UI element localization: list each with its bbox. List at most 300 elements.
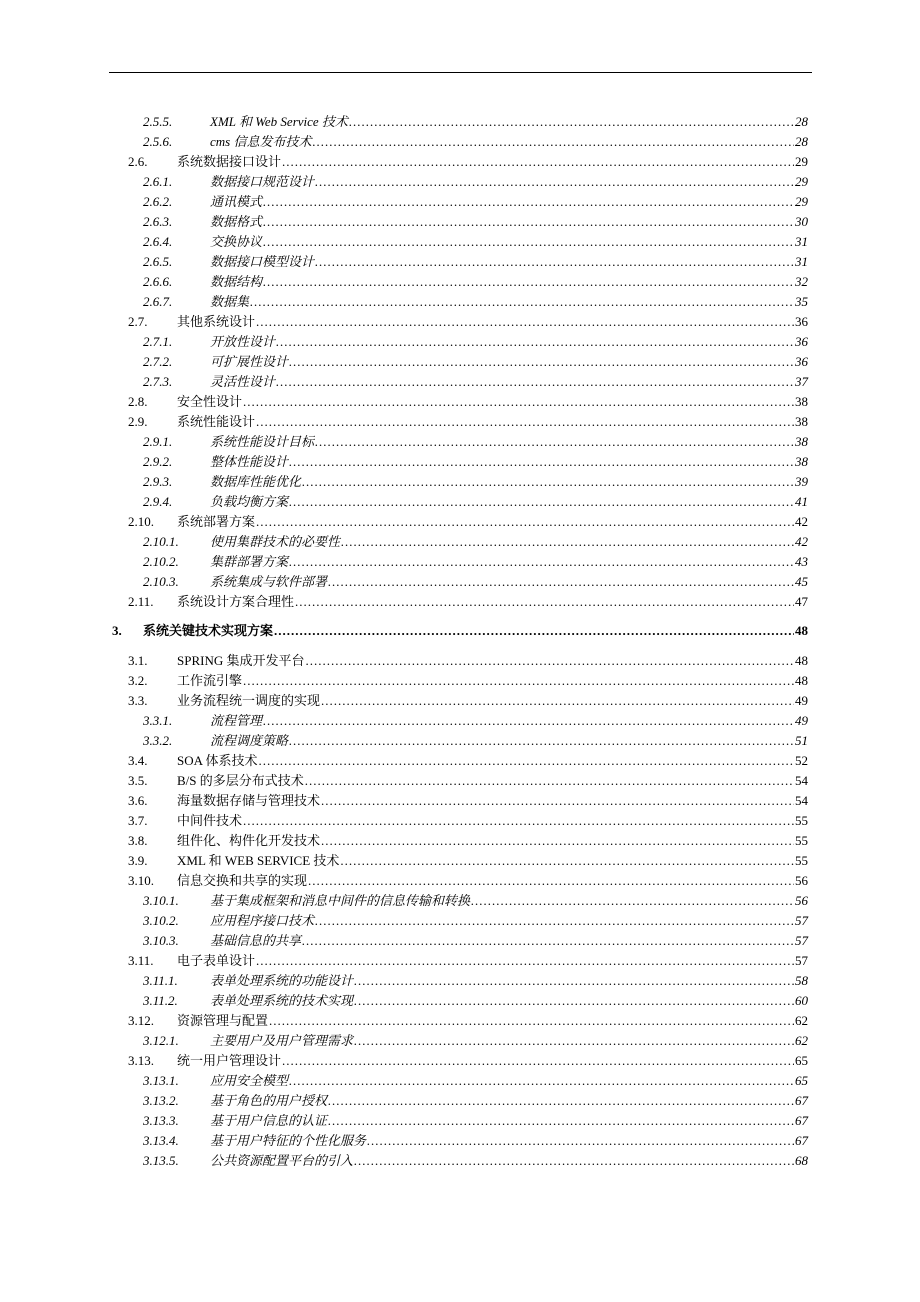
toc-entry-number: 2.10.1. (143, 534, 179, 549)
toc-entry[interactable] (0, 392, 920, 412)
toc-entry-title[interactable]: 数据结构 (210, 274, 263, 289)
toc-entry-page: 48 (795, 673, 808, 688)
toc-entry[interactable] (0, 212, 920, 232)
toc-entry-page: 57 (795, 953, 808, 968)
toc-entry-number: 3.8. (128, 833, 148, 848)
toc-entry-title[interactable]: 系统性能设计 (177, 414, 256, 429)
toc-entry-line (210, 352, 808, 372)
toc-entry-title[interactable]: cms 信息发布技术 (210, 134, 312, 149)
toc-dot-leader (367, 1131, 794, 1151)
toc-entry-number: 3.4. (128, 753, 148, 768)
toc-entry-line (177, 871, 808, 891)
toc-entry-number: 3.13.3. (143, 1113, 179, 1128)
toc-entry[interactable] (0, 911, 920, 931)
toc-entry-number: 2.9.2. (143, 454, 173, 469)
toc-entry[interactable] (0, 172, 920, 192)
toc-entry[interactable] (0, 991, 920, 1011)
toc-dot-leader (259, 751, 794, 771)
toc-entry[interactable] (0, 891, 920, 911)
toc-dot-leader (289, 452, 794, 472)
toc-entry-page: 55 (795, 853, 808, 868)
toc-entry-page: 54 (795, 773, 808, 788)
toc-entry-page: 62 (795, 1033, 808, 1048)
toc-entry-line (177, 671, 808, 691)
toc-entry[interactable] (0, 572, 920, 592)
toc-entry-line (210, 432, 808, 452)
toc-entry[interactable] (0, 731, 920, 751)
toc-entry-number: 2.6. (128, 154, 148, 169)
toc-entry[interactable] (0, 1031, 920, 1051)
toc-entry-line (210, 1111, 808, 1131)
toc-entry-number: 3.2. (128, 673, 148, 688)
toc-entry-number: 3.11. (128, 953, 154, 968)
toc-entry-line (210, 1151, 808, 1171)
toc-dot-leader (471, 891, 794, 911)
toc-entry-number: 2.9.3. (143, 474, 173, 489)
toc-entry-title[interactable]: 灵活性设计 (210, 374, 276, 389)
toc-entry-line (210, 572, 808, 592)
toc-dot-leader (312, 132, 794, 152)
toc-entry[interactable] (0, 931, 920, 951)
toc-entry-line (210, 372, 808, 392)
toc-entry-number: 3.11.2. (143, 993, 178, 1008)
toc-entry-page: 35 (795, 294, 808, 309)
toc-entry-title[interactable]: 其他系统设计 (177, 314, 256, 329)
toc-dot-leader (305, 771, 794, 791)
toc-entry-number: 3.5. (128, 773, 148, 788)
toc-entry-line (210, 1031, 808, 1051)
toc-entry-page: 58 (795, 973, 808, 988)
toc-dot-leader (289, 552, 794, 572)
toc-entry-number: 2.6.3. (143, 214, 173, 229)
toc-entry-title[interactable]: 资源管理与配置 (177, 1013, 269, 1028)
toc-entry-page: 68 (795, 1153, 808, 1168)
toc-entry-title[interactable]: 数据接口规范设计 (210, 174, 315, 189)
toc-entry[interactable] (0, 1051, 920, 1071)
toc-entry-title[interactable]: 负载均衡方案 (210, 494, 289, 509)
toc-entry[interactable] (0, 1091, 920, 1111)
toc-entry-line (210, 532, 808, 552)
toc-entry-page: 32 (795, 274, 808, 289)
toc-entry-page: 54 (795, 793, 808, 808)
toc-dot-leader (263, 232, 794, 252)
toc-entry-title[interactable]: 安全性设计 (177, 394, 243, 409)
toc-entry-number: 2.10. (128, 514, 154, 529)
toc-entry-number: 2.7.1. (143, 334, 173, 349)
toc-dot-leader (276, 372, 794, 392)
toc-entry-line (143, 621, 808, 641)
toc-entry-page: 36 (795, 334, 808, 349)
toc-dot-leader (263, 272, 794, 292)
toc-entry-line (210, 552, 808, 572)
toc-entry-line (210, 292, 808, 312)
toc-entry-title[interactable]: 系统数据接口设计 (177, 154, 282, 169)
toc-entry-number: 3.10.3. (143, 933, 179, 948)
toc-entry[interactable] (0, 711, 920, 731)
toc-entry-title[interactable]: 数据接口模型设计 (210, 254, 315, 269)
toc-entry-number: 2.6.4. (143, 234, 173, 249)
toc-dot-leader (328, 1111, 794, 1131)
toc-entry-line (177, 691, 808, 711)
toc-dot-leader (274, 621, 794, 641)
toc-entry-title[interactable]: 工作流引擎 (177, 673, 243, 688)
toc-entry-number: 2.9. (128, 414, 148, 429)
toc-entry-page: 48 (795, 653, 808, 668)
toc-entry-line (210, 472, 808, 492)
toc-entry-line (177, 811, 808, 831)
toc-entry[interactable] (0, 1071, 920, 1091)
toc-entry-line (177, 851, 808, 871)
toc-entry-number: 3. (112, 623, 122, 638)
toc-dot-leader (321, 691, 794, 711)
toc-entry[interactable] (0, 1011, 920, 1031)
toc-entry[interactable] (0, 552, 920, 572)
toc-entry-page: 41 (795, 494, 808, 509)
toc-entry-line (210, 971, 808, 991)
toc-entry-page: 31 (795, 234, 808, 249)
toc-entry-line (177, 592, 808, 612)
toc-entry-title[interactable]: 系统性能设计目标 (210, 434, 315, 449)
toc-dot-leader (282, 152, 794, 172)
toc-entry-title[interactable]: 系统集成与软件部署 (210, 574, 328, 589)
toc-entry-page: 49 (795, 713, 808, 728)
toc-dot-leader (256, 412, 794, 432)
toc-entry[interactable] (0, 621, 920, 641)
toc-entry-number: 3.12.1. (143, 1033, 179, 1048)
toc-entry-number: 2.6.1. (143, 174, 173, 189)
toc-dot-leader (263, 212, 794, 232)
toc-entry-title[interactable]: SOA 体系技术 (177, 753, 258, 768)
toc-dot-leader (256, 951, 794, 971)
toc-entry[interactable] (0, 352, 920, 372)
toc-entry-line (177, 1051, 808, 1071)
toc-dot-leader (354, 1151, 794, 1171)
toc-entry-title[interactable]: 系统关键技术实现方案 (143, 623, 274, 638)
toc-entry-number: 2.8. (128, 394, 148, 409)
toc-entry[interactable] (0, 452, 920, 472)
toc-entry-line (177, 771, 808, 791)
toc-dot-leader (289, 492, 794, 512)
toc-dot-leader (341, 532, 794, 552)
toc-entry-title[interactable]: B/S 的多层分布式技术 (177, 773, 304, 788)
toc-dot-leader (340, 851, 794, 871)
toc-entry-title[interactable]: 应用安全模型 (210, 1073, 289, 1088)
toc-entry-page: 57 (795, 913, 808, 928)
toc-entry-page: 67 (795, 1113, 808, 1128)
toc-entry[interactable] (0, 192, 920, 212)
toc-entry[interactable] (0, 771, 920, 791)
toc-entry-page: 31 (795, 254, 808, 269)
toc-entry-number: 3.13.4. (143, 1133, 179, 1148)
toc-entry[interactable] (0, 751, 920, 771)
toc-entry-title[interactable]: 数据库性能优化 (210, 474, 302, 489)
toc-entry-number: 3.13.1. (143, 1073, 179, 1088)
toc-entry-title[interactable]: 信息交换和共享的实现 (177, 873, 308, 888)
toc-entry-number: 2.9.1. (143, 434, 173, 449)
toc-entry-title[interactable]: 基于用户信息的认证 (210, 1113, 328, 1128)
toc-entry-page: 38 (795, 434, 808, 449)
toc-entry-page: 67 (795, 1093, 808, 1108)
toc-dot-leader (256, 512, 794, 532)
toc-entry-title[interactable]: 数据集 (210, 294, 250, 309)
toc-entry-title[interactable]: 流程调度策略 (210, 733, 289, 748)
toc-dot-leader (321, 791, 794, 811)
toc-entry-number: 3.13.5. (143, 1153, 179, 1168)
toc-entry-page: 36 (795, 314, 808, 329)
toc-dot-leader (354, 991, 794, 1011)
toc-entry-number: 3.3. (128, 693, 148, 708)
toc-entry-number: 2.6.5. (143, 254, 173, 269)
toc-entry-page: 38 (795, 414, 808, 429)
toc-entry[interactable] (0, 871, 920, 891)
toc-entry-number: 2.6.6. (143, 274, 173, 289)
toc-entry-title[interactable]: 开放性设计 (210, 334, 276, 349)
toc-entry-line (210, 192, 808, 212)
toc-entry-page: 29 (795, 194, 808, 209)
toc-dot-leader (256, 312, 794, 332)
toc-dot-leader (354, 971, 794, 991)
toc-dot-leader (289, 731, 794, 751)
toc-entry-title[interactable]: 整体性能设计 (210, 454, 289, 469)
toc-dot-leader (328, 572, 794, 592)
toc-entry-page: 67 (795, 1133, 808, 1148)
toc-entry-title[interactable]: 统一用户管理设计 (177, 1053, 282, 1068)
toc-entry-title[interactable]: 海量数据存储与管理技术 (177, 793, 321, 808)
toc-entry-page: 56 (795, 873, 808, 888)
toc-entry-line (210, 112, 808, 132)
toc-dot-leader (321, 831, 794, 851)
toc-entry-title[interactable]: 基于用户特征的个性化服务 (210, 1133, 367, 1148)
toc-dot-leader (315, 432, 794, 452)
toc-dot-leader (250, 292, 794, 312)
toc-entry-page: 36 (795, 354, 808, 369)
toc-entry-line (210, 232, 808, 252)
toc-entry-page: 29 (795, 174, 808, 189)
toc-entry-page: 56 (795, 893, 808, 908)
toc-entry-line (210, 991, 808, 1011)
toc-entry[interactable] (0, 232, 920, 252)
toc-entry-page: 43 (795, 554, 808, 569)
toc-entry-line (210, 1091, 808, 1111)
toc-entry-title[interactable]: 集群部署方案 (210, 554, 289, 569)
toc-entry-page: 57 (795, 933, 808, 948)
toc-entry-page: 28 (795, 114, 808, 129)
toc-entry[interactable] (0, 132, 920, 152)
toc-entry-title[interactable]: 交换协议 (210, 234, 263, 249)
toc-dot-leader (315, 172, 794, 192)
toc-entry-line (210, 172, 808, 192)
toc-entry-title[interactable]: XML 和 WEB SERVICE 技术 (177, 853, 340, 868)
toc-entry-line (210, 1131, 808, 1151)
toc-entry-number: 2.7. (128, 314, 148, 329)
toc-entry-line (210, 911, 808, 931)
toc-entry[interactable] (0, 372, 920, 392)
toc-entry[interactable] (0, 592, 920, 612)
toc-dot-leader (349, 112, 794, 132)
toc-entry-title[interactable]: 应用程序接口技术 (210, 913, 315, 928)
toc-entry[interactable] (0, 1151, 920, 1171)
toc-entry[interactable] (0, 1131, 920, 1151)
toc-entry[interactable] (0, 811, 920, 831)
toc-entry-page: 52 (795, 753, 808, 768)
toc-dot-leader (289, 352, 794, 372)
toc-entry-number: 3.9. (128, 853, 148, 868)
toc-entry-page: 47 (795, 594, 808, 609)
toc-entry[interactable] (0, 252, 920, 272)
toc-entry-number: 2.6.2. (143, 194, 173, 209)
toc-entry-number: 2.5.6. (143, 134, 173, 149)
toc-dot-leader (263, 192, 794, 212)
toc-dot-leader (263, 711, 794, 731)
toc-entry-line (177, 412, 808, 432)
toc-entry[interactable] (0, 651, 920, 671)
toc-entry[interactable] (0, 951, 920, 971)
toc-entry-number: 3.3.1. (143, 713, 173, 728)
toc-entry[interactable] (0, 532, 920, 552)
toc-entry[interactable] (0, 512, 920, 532)
toc-entry[interactable] (0, 671, 920, 691)
toc-entry-page: 45 (795, 574, 808, 589)
toc-entry[interactable] (0, 1111, 920, 1131)
toc-entry-page: 28 (795, 134, 808, 149)
toc-entry-line (177, 392, 808, 412)
toc-entry-page: 39 (795, 474, 808, 489)
toc-entry[interactable] (0, 691, 920, 711)
toc-entry-line (177, 152, 808, 172)
toc-entry[interactable] (0, 412, 920, 432)
toc-entry[interactable] (0, 152, 920, 172)
toc-entry-page: 48 (795, 623, 808, 638)
toc-entry-line (210, 1071, 808, 1091)
toc-entry-number: 2.10.2. (143, 554, 179, 569)
toc-entry[interactable] (0, 492, 920, 512)
toc-dot-leader (243, 392, 794, 412)
toc-entry-page: 65 (795, 1073, 808, 1088)
toc-entry-title[interactable]: 数据格式 (210, 214, 263, 229)
toc-entry-number: 2.11. (128, 594, 154, 609)
toc-entry-line (177, 831, 808, 851)
toc-entry-page: 37 (795, 374, 808, 389)
toc-entry-title[interactable]: 流程管理 (210, 713, 263, 728)
toc-entry[interactable] (0, 851, 920, 871)
toc-entry-page: 62 (795, 1013, 808, 1028)
toc-entry-number: 3.7. (128, 813, 148, 828)
toc-entry-title[interactable]: 主要用户及用户管理需求 (210, 1033, 354, 1048)
toc-entry-line (177, 651, 808, 671)
toc-entry-number: 3.6. (128, 793, 148, 808)
toc-dot-leader (243, 671, 794, 691)
toc-entry-title[interactable]: 电子表单设计 (177, 953, 256, 968)
toc-entry[interactable] (0, 312, 920, 332)
toc-dot-leader (302, 472, 794, 492)
toc-dot-leader (315, 252, 794, 272)
toc-entry-line (177, 1011, 808, 1031)
toc-dot-leader (308, 871, 794, 891)
toc-entry-line (210, 272, 808, 292)
toc-entry-number: 2.7.2. (143, 354, 173, 369)
toc-entry[interactable] (0, 272, 920, 292)
toc-entry[interactable] (0, 292, 920, 312)
toc-entry-title[interactable]: 中间件技术 (177, 813, 243, 828)
toc-entry-number: 3.1. (128, 653, 148, 668)
toc-entry-line (210, 332, 808, 352)
toc-entry-line (210, 492, 808, 512)
toc-dot-leader (315, 911, 794, 931)
toc-entry-number: 2.6.7. (143, 294, 173, 309)
toc-entry[interactable] (0, 831, 920, 851)
toc-dot-leader (276, 332, 794, 352)
toc-entry-page: 55 (795, 833, 808, 848)
toc-entry-title[interactable]: 基于角色的用户授权 (210, 1093, 328, 1108)
toc-entry-title[interactable]: 表单处理系统的功能设计 (210, 973, 354, 988)
toc-entry-number: 3.3.2. (143, 733, 173, 748)
toc-entry-title[interactable]: 基于集成框架和消息中间件的信息传输和转换 (210, 893, 471, 908)
toc-dot-leader (302, 931, 794, 951)
toc-entry-number: 3.13.2. (143, 1093, 179, 1108)
toc-dot-leader (354, 1031, 794, 1051)
toc-entry[interactable] (0, 971, 920, 991)
toc-entry[interactable] (0, 432, 920, 452)
toc-entry-line (210, 452, 808, 472)
toc-entry-line (177, 512, 808, 532)
toc-entry-title[interactable]: 公共资源配置平台的引入 (210, 1153, 354, 1168)
toc-entry[interactable] (0, 112, 920, 132)
toc-entry-number: 2.9.4. (143, 494, 173, 509)
toc-entry-title[interactable]: 基础信息的共享 (210, 933, 302, 948)
toc-entry-line (177, 312, 808, 332)
toc-entry-line (210, 731, 808, 751)
toc-entry-title[interactable]: 使用集群技术的必要性 (210, 534, 341, 549)
toc-entry-title[interactable]: 通讯模式 (210, 194, 263, 209)
toc-entry-line (177, 791, 808, 811)
toc-entry[interactable] (0, 791, 920, 811)
toc-entry-page: 60 (795, 993, 808, 1008)
toc-entry-page: 38 (795, 394, 808, 409)
toc-entry-line (210, 252, 808, 272)
toc-entry-title[interactable]: 可扩展性设计 (210, 354, 289, 369)
toc-entry-title[interactable]: 表单处理系统的技术实现 (210, 993, 354, 1008)
toc-entry-number: 2.5.5. (143, 114, 173, 129)
toc-entry-title[interactable]: 系统部署方案 (177, 514, 256, 529)
toc-entry-line (210, 132, 808, 152)
toc-entry[interactable] (0, 472, 920, 492)
toc-dot-leader (243, 811, 794, 831)
toc-dot-leader (289, 1071, 794, 1091)
toc-entry-title[interactable]: 业务流程统一调度的实现 (177, 693, 321, 708)
toc-entry-number: 3.13. (128, 1053, 154, 1068)
toc-entry-title[interactable]: 系统设计方案合理性 (177, 594, 295, 609)
toc-dot-leader (269, 1011, 794, 1031)
toc-entry-number: 2.10.3. (143, 574, 179, 589)
toc-entry-line (177, 751, 808, 771)
toc-entry-page: 42 (795, 534, 808, 549)
toc-entry-page: 51 (795, 733, 808, 748)
toc-entry-line (210, 931, 808, 951)
toc-entry-page: 38 (795, 454, 808, 469)
toc-entry-title[interactable]: SPRING 集成开发平台 (177, 653, 305, 668)
toc-entry-number: 3.10. (128, 873, 154, 888)
toc-entry-page: 65 (795, 1053, 808, 1068)
toc-entry-page: 42 (795, 514, 808, 529)
toc-entry-number: 3.10.1. (143, 893, 179, 908)
toc-entry-title[interactable]: 组件化、构件化开发技术 (177, 833, 321, 848)
toc-entry-page: 29 (795, 154, 808, 169)
toc-entry-title[interactable]: XML 和 Web Service 技术 (210, 114, 348, 129)
toc-dot-leader (306, 651, 795, 671)
toc-entry[interactable] (0, 332, 920, 352)
toc-dot-leader (282, 1051, 794, 1071)
toc-entry-line (177, 951, 808, 971)
